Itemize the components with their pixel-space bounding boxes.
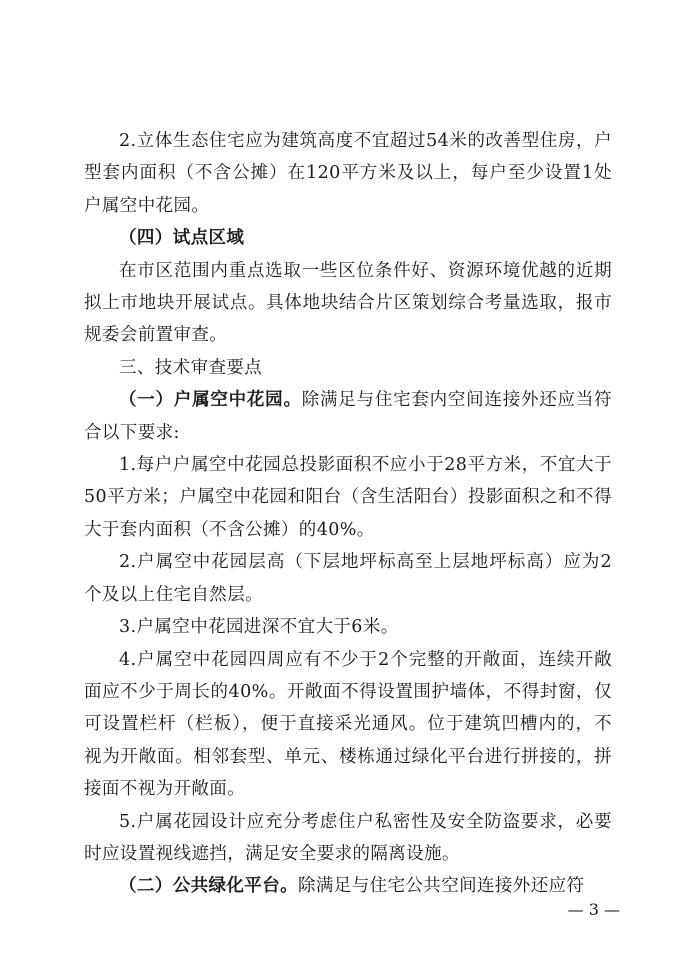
heading-text: （四）试点区域 (119, 228, 245, 249)
section-heading-pilot-area (84, 222, 612, 254)
paragraph-text: 1.每户户属空中花园总投影面积不应小于28平方米，不宜大于50平方米；户属空中花园和阳台（含生活阳台）投影面积之和不得大于套内面积（不含公摊）的40%。 (84, 455, 612, 540)
paragraph-item-2b (84, 546, 612, 611)
paragraph-item-5 (84, 806, 612, 871)
paragraph-text: 2.立体生态住宅应为建筑高度不宜超过54米的改善型住房，户型套内面积（不含公摊）在120平方米及以上，每户至少设置1处户属空中花园。 (84, 131, 612, 216)
subheading-text: （二）公共绿化平台。 (119, 876, 298, 897)
paragraph-text: 3.户属空中花园进深不宜大于6米。 (119, 617, 399, 638)
page-number: — 3 — (567, 900, 620, 919)
paragraph-sky-garden (84, 384, 612, 449)
heading-text: 三、技术审查要点 (119, 357, 263, 378)
paragraph-text: 在市区范围内重点选取一些区位条件好、资源环境优越的近期拟上市地块开展试点。具体地块结合片区策划综合考量选取，报市规委会前置审查。 (84, 260, 612, 346)
section-heading-technical-review (84, 352, 612, 384)
document-body (84, 125, 612, 903)
paragraph-public-platform (84, 870, 612, 902)
paragraph-text: 5.户属花园设计应充分考虑住户私密性及安全防盗要求，必要时应设置视线遮挡，满足安全要求的隔离设施。 (84, 811, 612, 864)
paragraph-pilot-area (84, 255, 612, 352)
paragraph-item-3 (84, 611, 612, 643)
paragraph-item-4 (84, 644, 612, 806)
paragraph-text: 4.户属空中花园四周应有不少于2个完整的开敞面，连续开敞面应不少于周长的40%。开敞面不得设置围护墙体，不得封窗，仅可设置栏杆（栏板），便于直接采光通风。位于建筑凹槽内的，不视为开敞面。相邻套型、单元、楼栋通过绿化平台进行拼接的，拼接面不视为开敞面。 (84, 649, 612, 800)
paragraph-text: 除满足与住宅公共空间连接外还应符 (298, 876, 585, 897)
paragraph-text: 2.户属空中花园层高（下层地坪标高至上层地坪标高）应为2个及以上住宅自然层。 (84, 552, 612, 605)
subheading-text: （一）户属空中花园。 (119, 390, 302, 411)
paragraph-item-2 (84, 125, 612, 222)
paragraph-text: 除满足与住宅套内空间连接外还应当符合以下要求: (84, 390, 612, 443)
paragraph-item-1 (84, 449, 612, 546)
